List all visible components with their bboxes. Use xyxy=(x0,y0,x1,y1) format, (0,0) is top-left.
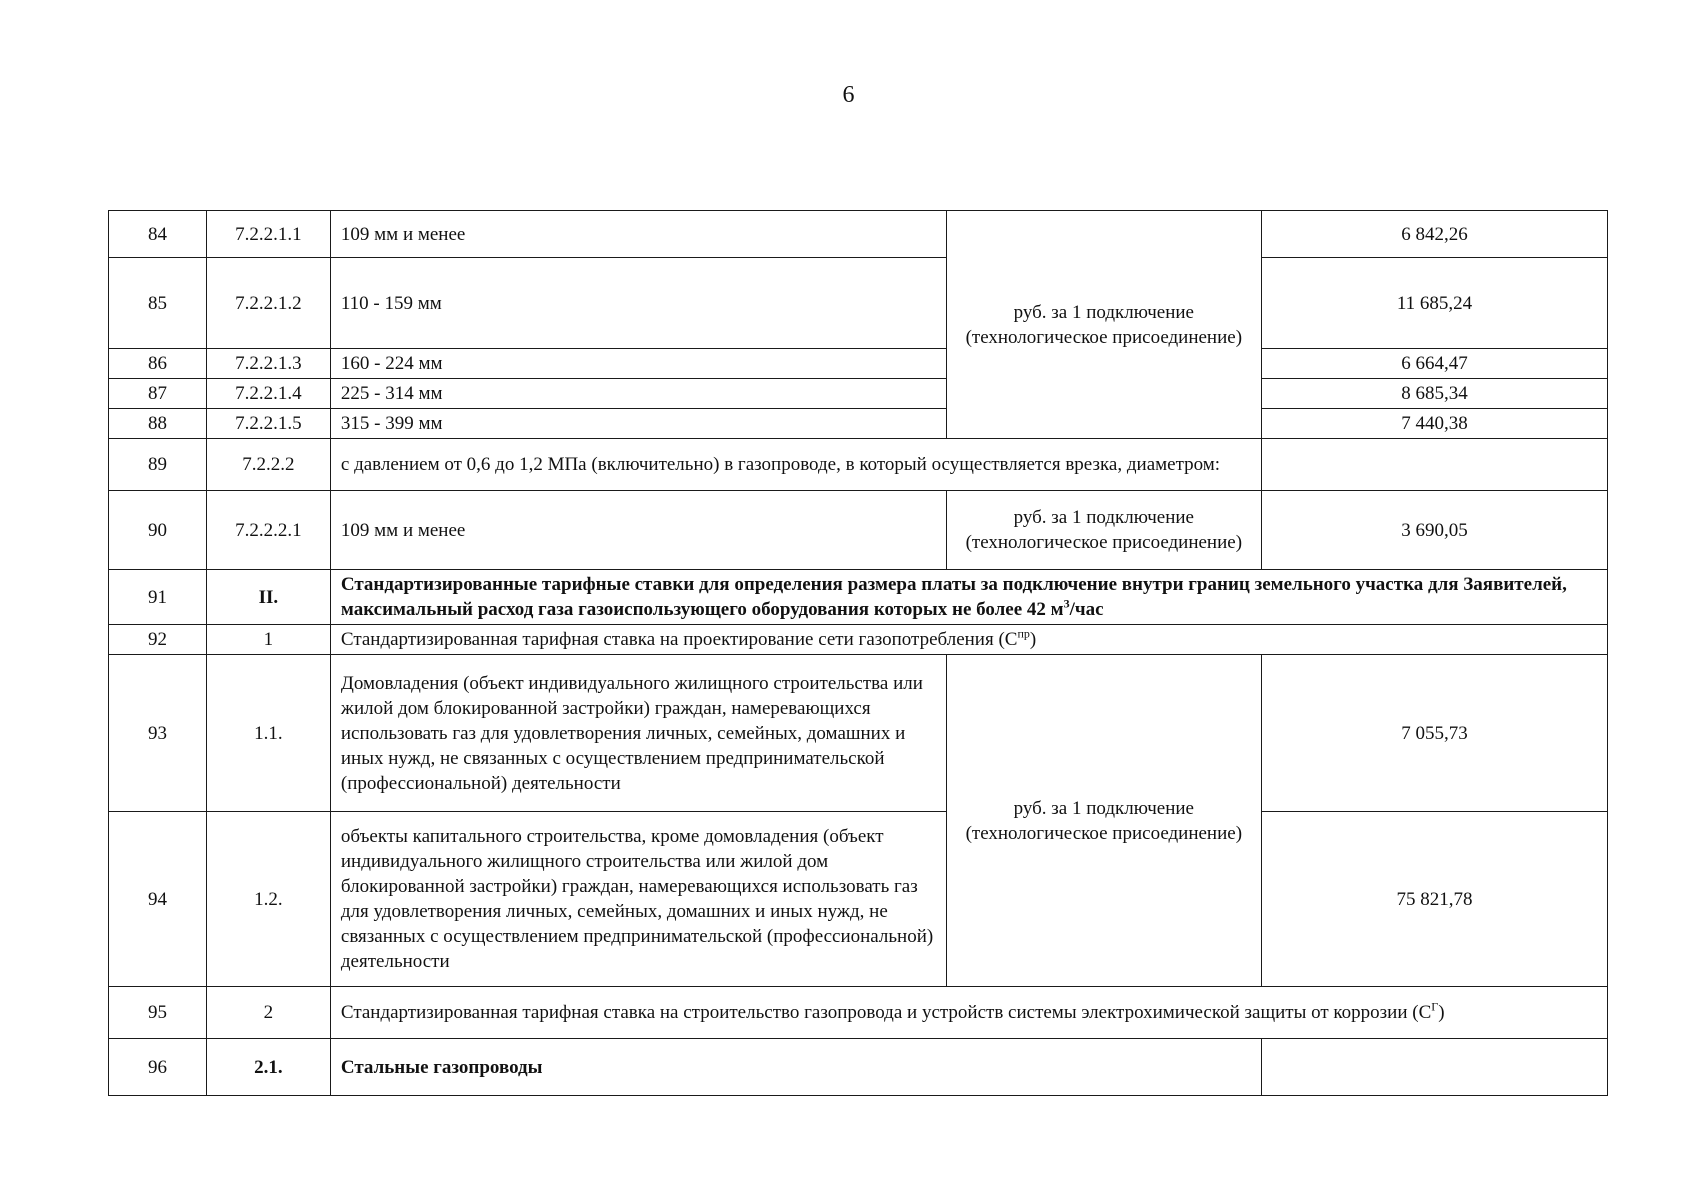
section-heading-text: Стандартизированные тарифные ставки для определения размера платы за подключение внутри границ земельного участка для Заявителей, максимальный расход газа газоиспользующего оборудования которых не более 42 м xyxy=(340,574,1567,620)
row-description: объекты капитального строительства, кроме домовладения (объект индивидуального жилищного строительства или жилой дом блокированной застройки) граждан, намеревающихся использовать газ для удовлетворения личных, семейных, домашних и иных нужд, не связанных с осуществлением предпринимательской (профессиональной) деятельности xyxy=(330,812,946,987)
row-value: 6 842,26 xyxy=(1262,211,1608,258)
table-row xyxy=(109,409,1608,439)
row-number: 88 xyxy=(109,409,207,439)
row-number: 89 xyxy=(109,439,207,491)
section-heading xyxy=(330,570,1607,625)
unit-cell: руб. за 1 подключение (технологическое присоединение) xyxy=(946,655,1261,987)
row-description xyxy=(330,987,1607,1039)
row-value xyxy=(1262,1039,1608,1096)
superscript: пр xyxy=(1017,626,1030,641)
superscript: 3 xyxy=(1063,596,1070,611)
row-description: 109 мм и менее xyxy=(330,491,946,570)
row-code: 7.2.2.1.4 xyxy=(206,379,330,409)
row-number: 86 xyxy=(109,349,207,379)
row-code: 7.2.2.1.3 xyxy=(206,349,330,379)
row-code: 7.2.2.2.1 xyxy=(206,491,330,570)
row-value: 11 685,24 xyxy=(1262,258,1608,349)
row-code: 2 xyxy=(206,987,330,1039)
tariff-table xyxy=(108,210,1608,1096)
superscript: Г xyxy=(1431,999,1439,1014)
row-value: 75 821,78 xyxy=(1262,812,1608,987)
row-code: 1.2. xyxy=(206,812,330,987)
table-row xyxy=(109,349,1608,379)
row-number: 95 xyxy=(109,987,207,1039)
row-code: 7.2.2.2 xyxy=(206,439,330,491)
unit-cell: руб. за 1 подключение (технологическое присоединение) xyxy=(946,491,1261,570)
row-description: 315 - 399 мм xyxy=(330,409,946,439)
row-number: 96 xyxy=(109,1039,207,1096)
row-description: Домовладения (объект индивидуального жилищного строительства или жилой дом блокированной застройки) граждан, намеревающихся использовать газ для удовлетворения личных, семейных, домашних и иных нужд, не связанных с осуществлением предпринимательской (профессиональной) деятельности xyxy=(330,655,946,812)
row-value: 7 055,73 xyxy=(1262,655,1608,812)
table-row xyxy=(109,379,1608,409)
row-description: 225 - 314 мм xyxy=(330,379,946,409)
row-description: 160 - 224 мм xyxy=(330,349,946,379)
row-code: 1.1. xyxy=(206,655,330,812)
row-description-text: Стандартизированная тарифная ставка на строительство газопровода и устройств системы электрохимической защиты от коррозии (С xyxy=(340,1002,1432,1023)
row-number: 91 xyxy=(109,570,207,625)
table-row xyxy=(109,812,1608,987)
row-description: Стальные газопроводы xyxy=(330,1039,1261,1096)
table-row xyxy=(109,491,1608,570)
row-number: 94 xyxy=(109,812,207,987)
row-value xyxy=(1262,439,1608,491)
table-row xyxy=(109,211,1608,258)
row-description: 110 - 159 мм xyxy=(330,258,946,349)
row-value: 3 690,05 xyxy=(1262,491,1608,570)
row-number: 92 xyxy=(109,625,207,655)
table-row xyxy=(109,570,1608,625)
section-heading-tail: /час xyxy=(1069,599,1104,620)
row-number: 87 xyxy=(109,379,207,409)
row-description: с давлением от 0,6 до 1,2 МПа (включительно) в газопроводе, в который осуществляется врезка, диаметром: xyxy=(330,439,1261,491)
row-description-tail: ) xyxy=(1438,1002,1445,1023)
row-value: 7 440,38 xyxy=(1262,409,1608,439)
row-code: 7.2.2.1.5 xyxy=(206,409,330,439)
table-row xyxy=(109,1039,1608,1096)
row-description-tail: ) xyxy=(1029,629,1037,650)
row-description xyxy=(330,625,1607,655)
table-row xyxy=(109,439,1608,491)
table-row xyxy=(109,987,1608,1039)
table-row xyxy=(109,625,1608,655)
row-code: 7.2.2.1.1 xyxy=(206,211,330,258)
row-code: 2.1. xyxy=(206,1039,330,1096)
row-description: 109 мм и менее xyxy=(330,211,946,258)
row-number: 93 xyxy=(109,655,207,812)
row-number: 90 xyxy=(109,491,207,570)
row-value: 8 685,34 xyxy=(1262,379,1608,409)
row-value: 6 664,47 xyxy=(1262,349,1608,379)
row-code: II. xyxy=(206,570,330,625)
row-number: 85 xyxy=(109,258,207,349)
row-code: 7.2.2.1.2 xyxy=(206,258,330,349)
table-row xyxy=(109,258,1608,349)
row-number: 84 xyxy=(109,211,207,258)
row-description-text: Стандартизированная тарифная ставка на проектирование сети газопотребления (С xyxy=(340,629,1018,650)
unit-cell: руб. за 1 подключение (технологическое присоединение) xyxy=(946,211,1261,439)
table-row xyxy=(109,655,1608,812)
row-code: 1 xyxy=(206,625,330,655)
page-number: 6 xyxy=(842,82,855,108)
